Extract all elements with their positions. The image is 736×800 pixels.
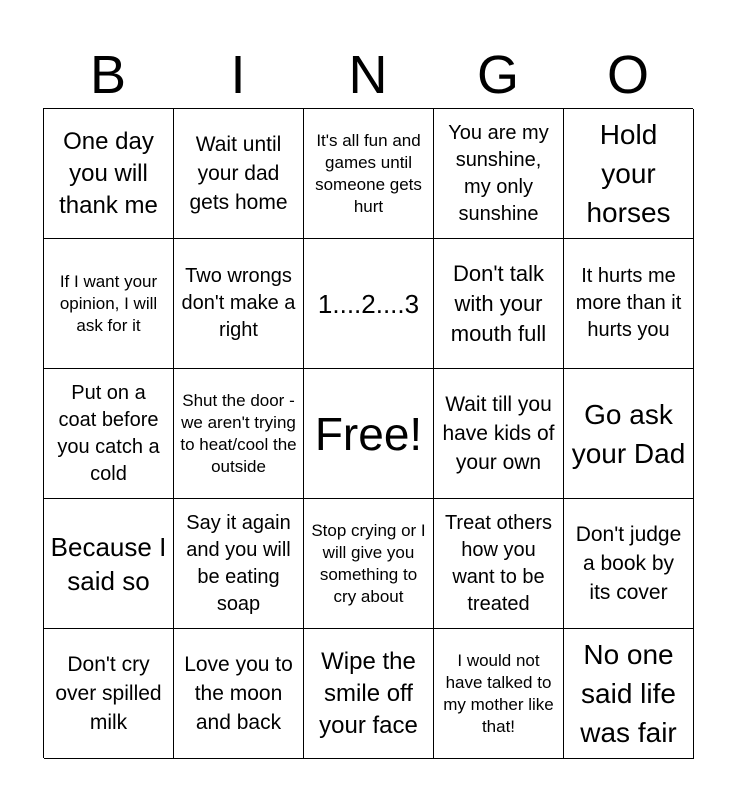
free-space: Free! [314, 407, 423, 460]
bingo-cell-r1-c5[interactable]: Hold your horses [564, 109, 694, 239]
bingo-cell-r2-c4[interactable]: Don't talk with your mouth full [434, 239, 564, 369]
bingo-cell-r1-c4[interactable]: You are my sunshine, my only sunshine [434, 109, 564, 239]
header-letter-g: G [476, 45, 519, 105]
bingo-cell-r4-c5[interactable]: Don't judge a book by its cover [564, 499, 694, 629]
bingo-cell-r3-c1[interactable]: Put on a coat before you catch a cold [44, 369, 174, 499]
bingo-cell-r1-c2[interactable]: Wait until your dad gets home [174, 109, 304, 239]
bingo-cell-r4-c2[interactable]: Say it again and you will be eating soap [174, 499, 304, 629]
bingo-cell-r4-c1[interactable]: Because I said so [44, 499, 174, 629]
bingo-cell-r2-c1[interactable]: If I want your opinion, I will ask for it [44, 239, 174, 369]
bingo-board [43, 108, 693, 758]
bingo-cell-r1-c3[interactable]: It's all fun and games until someone gets hurt [304, 109, 434, 239]
bingo-cell-r5-c4[interactable]: I would not have talked to my mother like that! [434, 629, 564, 759]
bingo-cell-r4-c4[interactable]: Treat others how you want to be treated [434, 499, 564, 629]
bingo-cell-r5-c1[interactable]: Don't cry over spilled milk [44, 629, 174, 759]
header-letter-n: N [348, 45, 388, 105]
bingo-cell-r3-c2[interactable]: Shut the door - we aren't trying to heat/cool the outside [174, 369, 304, 499]
bingo-cell-r3-c5[interactable]: Go ask your Dad [564, 369, 694, 499]
bingo-cell-r3-c3[interactable] [304, 369, 434, 499]
bingo-cell-r5-c5[interactable]: No one said life was fair [564, 629, 694, 759]
bingo-cell-r4-c3[interactable]: Stop crying or I will give you something to cry about [304, 499, 434, 629]
bingo-header [43, 42, 693, 108]
bingo-cell-r3-c4[interactable]: Wait till you have kids of your own [434, 369, 564, 499]
header-letter-o: O [606, 45, 649, 105]
bingo-cell-r2-c5[interactable]: It hurts me more than it hurts you [564, 239, 694, 369]
bingo-cell-r2-c2[interactable]: Two wrongs don't make a right [174, 239, 304, 369]
bingo-cell-r5-c2[interactable]: Love you to the moon and back [174, 629, 304, 759]
header-letter-i: I [230, 45, 246, 105]
bingo-cell-r5-c3[interactable]: Wipe the smile off your face [304, 629, 434, 759]
header-letter-b: B [89, 45, 127, 105]
bingo-cell-r2-c3[interactable]: 1....2....3 [304, 239, 434, 369]
bingo-cell-r1-c1[interactable]: One day you will thank me [44, 109, 174, 239]
